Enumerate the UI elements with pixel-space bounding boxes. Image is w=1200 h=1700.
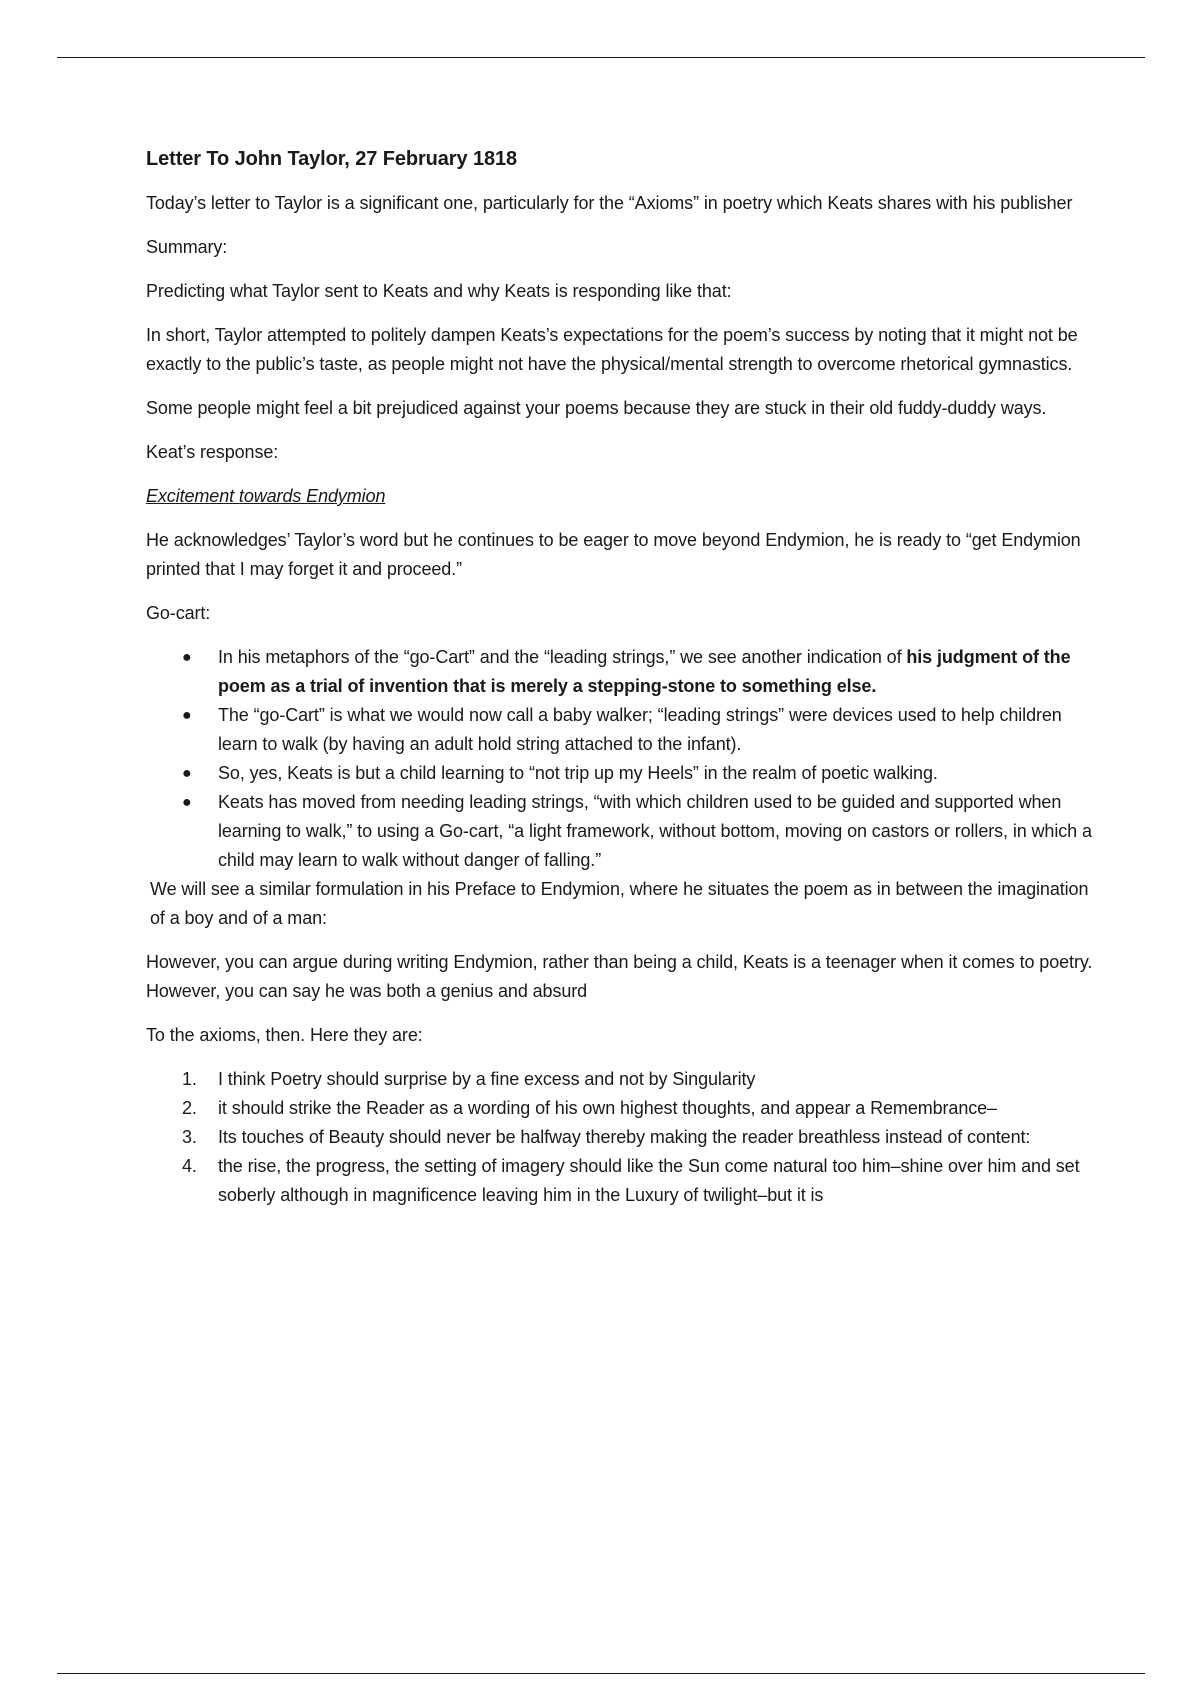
in-short-paragraph: In short, Taylor attempted to politely dampen Keats’s expectations for the poem’s success by noting that it might not be exactly to the public’s taste, as people might not have the physical/mental strength to overcome rhetorical gymnastics.	[146, 325, 1078, 374]
acknowledges-paragraph: He acknowledges’ Taylor’s word but he continues to be eager to move beyond Endymion, he is ready to “get Endymion printed that I may forget it and proceed.”	[146, 530, 1081, 579]
list-item	[146, 1094, 1094, 1123]
bullet-icon: ●	[182, 707, 192, 724]
similar-paragraph: We will see a similar formulation in his Preface to Endymion, where he situates the poem as in between the imagination of a boy and of a man:	[150, 879, 1089, 928]
document-title: Letter To John Taylor, 27 February 1818	[146, 148, 518, 170]
list-item	[146, 1152, 1094, 1210]
bullet-bold-text: his judgment of the poem as a trial of invention that is merely a stepping-stone to something else.	[218, 647, 1071, 696]
axioms-list	[146, 1065, 1094, 1210]
intro-paragraph: Today’s letter to Taylor is a significant one, particularly for the “Axioms” in poetry which Keats shares with his publisher	[146, 193, 1073, 213]
axiom-number: 1.	[182, 1069, 197, 1089]
bullet-text: So, yes, Keats is but a child learning to “not trip up my Heels” in the realm of poetic walking.	[218, 763, 938, 783]
predicting-paragraph: Predicting what Taylor sent to Keats and why Keats is responding like that:	[146, 281, 732, 301]
however-paragraph: However, you can argue during writing Endymion, rather than being a child, Keats is a teenager when it comes to poetry. However, you can say he was both a genius and absurd	[146, 952, 1093, 1001]
excitement-heading: Excitement towards Endymion	[146, 486, 386, 506]
bullet-icon: ●	[182, 794, 192, 811]
response-label: Keat’s response:	[146, 442, 279, 462]
list-item	[146, 759, 1094, 788]
bullet-icon: ●	[182, 765, 192, 782]
axiom-text: I think Poetry should surprise by a fine excess and not by Singularity	[218, 1069, 756, 1089]
gocart-label: Go-cart:	[146, 603, 211, 623]
prejudiced-paragraph: Some people might feel a bit prejudiced against your poems because they are stuck in their old fuddy-duddy ways.	[146, 398, 1047, 418]
axiom-text: it should strike the Reader as a wording of his own highest thoughts, and appear a Remembrance–	[218, 1098, 997, 1118]
list-item	[146, 643, 1094, 701]
bullet-text: In his metaphors of the “go-Cart” and the “leading strings,” we see another indication of	[218, 647, 907, 667]
list-item	[146, 701, 1094, 759]
summary-label: Summary:	[146, 237, 228, 257]
axioms-intro: To the axioms, then. Here they are:	[146, 1025, 423, 1045]
bullet-text: Keats has moved from needing leading strings, “with which children used to be guided and supported when learning to walk,” to using a Go-cart, “a light framework, without bottom, moving on castors or rollers, in which a child may learn to walk without danger of falling.”	[218, 792, 1092, 870]
axiom-text: the rise, the progress, the setting of imagery should like the Sun come natural too him–shine over him and set soberly although in magnificence leaving him in the Luxury of twilight–but it is	[218, 1156, 1080, 1205]
list-item	[146, 1065, 1094, 1094]
bullet-icon: ●	[182, 649, 192, 666]
list-item	[146, 788, 1094, 875]
axiom-number: 2.	[182, 1098, 197, 1118]
axiom-text: Its touches of Beauty should never be halfway thereby making the reader breathless instead of content:	[218, 1127, 1031, 1147]
axiom-number: 4.	[182, 1156, 197, 1176]
list-item	[146, 1123, 1094, 1152]
top-rule	[57, 57, 1145, 58]
document-body	[146, 143, 1094, 1210]
bottom-rule	[57, 1673, 1145, 1674]
bullet-text: The “go-Cart” is what we would now call a baby walker; “leading strings” were devices used to help children learn to walk (by having an adult hold string attached to the infant).	[218, 705, 1062, 754]
gocart-bullet-list	[146, 643, 1094, 875]
axiom-number: 3.	[182, 1127, 197, 1147]
